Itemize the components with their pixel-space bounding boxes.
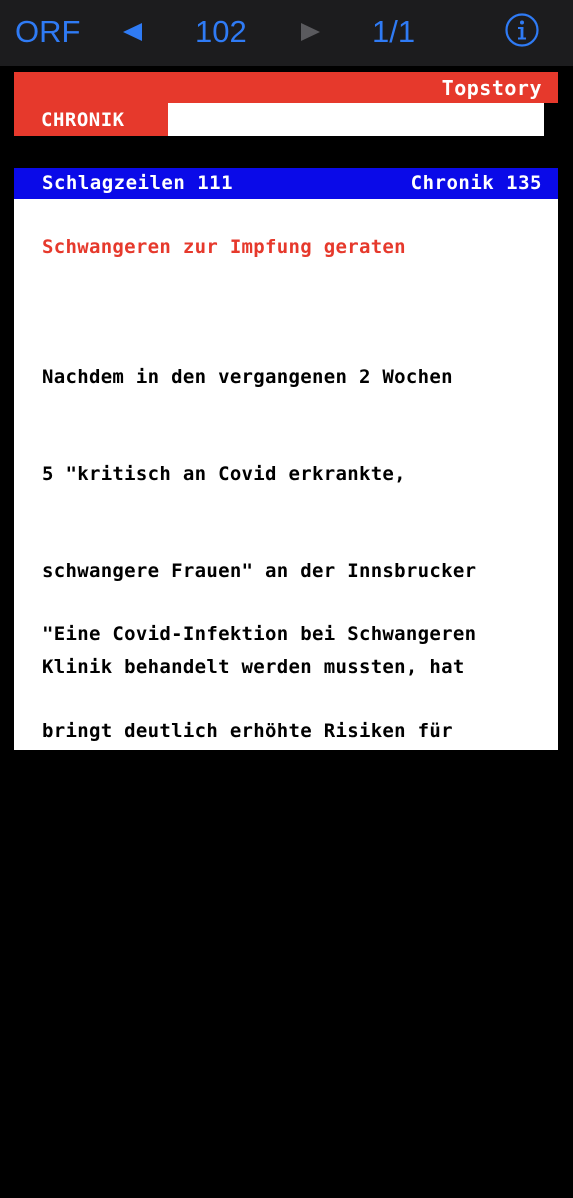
category-strip [168, 103, 544, 136]
navigation-bar [14, 168, 558, 199]
paragraph-2 [42, 554, 476, 1198]
paragraph-line: Klinik behandelt werden mussten, hat [42, 656, 465, 679]
page-number[interactable]: 102 [195, 14, 247, 49]
paragraph-line: "Eine Covid-Infektion bei Schwangeren [42, 623, 477, 646]
paragraph-line: die Risiken von Atemnot, einer Inten- [42, 1009, 477, 1032]
paragraph-line: die Frauenklinik Schwangeren bei [42, 752, 418, 775]
toolbar [0, 0, 573, 66]
category-label: CHRONIK [41, 109, 125, 131]
previous-page-icon[interactable] [123, 23, 142, 41]
paragraph-line: Oberärztin Ciresa-König. Sie nannte [42, 913, 453, 936]
topstory-label: Topstory [441, 76, 542, 100]
paragraph-line: 5 "kritisch an Covid erkrankte, [42, 463, 406, 486]
paragraph-line: Mutter und Kind mit sich", sagte [42, 816, 418, 839]
link-chronik[interactable]: Chronik 135 [410, 172, 542, 194]
paragraph-line: schwangere Frauen" an der Innsbrucker [42, 559, 477, 582]
link-schlagzeilen[interactable]: Schlagzeilen 111 [42, 172, 234, 194]
brand-label[interactable]: ORF [15, 14, 81, 49]
topstory-banner [14, 72, 558, 103]
next-page-icon [301, 23, 320, 41]
paragraph-line: bringt deutlich erhöhte Risiken für [42, 720, 453, 743]
info-icon[interactable] [505, 13, 539, 47]
paragraph-line: Nachdem in den vergangenen 2 Wochen [42, 366, 453, 389]
paragraph-line: sivbehandlung und einer Fehlgeburt. [42, 1106, 453, 1129]
paragraph-line: zeit dringend zur Impfung geraten. [42, 946, 442, 969]
article-body [14, 199, 558, 1129]
article-headline: Schwangeren zur Impfung geraten [42, 236, 406, 258]
subpage-indicator: 1/1 [372, 14, 416, 49]
paragraph-line: Kinderwunsch und während der Still- [42, 849, 453, 872]
category-tab [14, 103, 168, 136]
